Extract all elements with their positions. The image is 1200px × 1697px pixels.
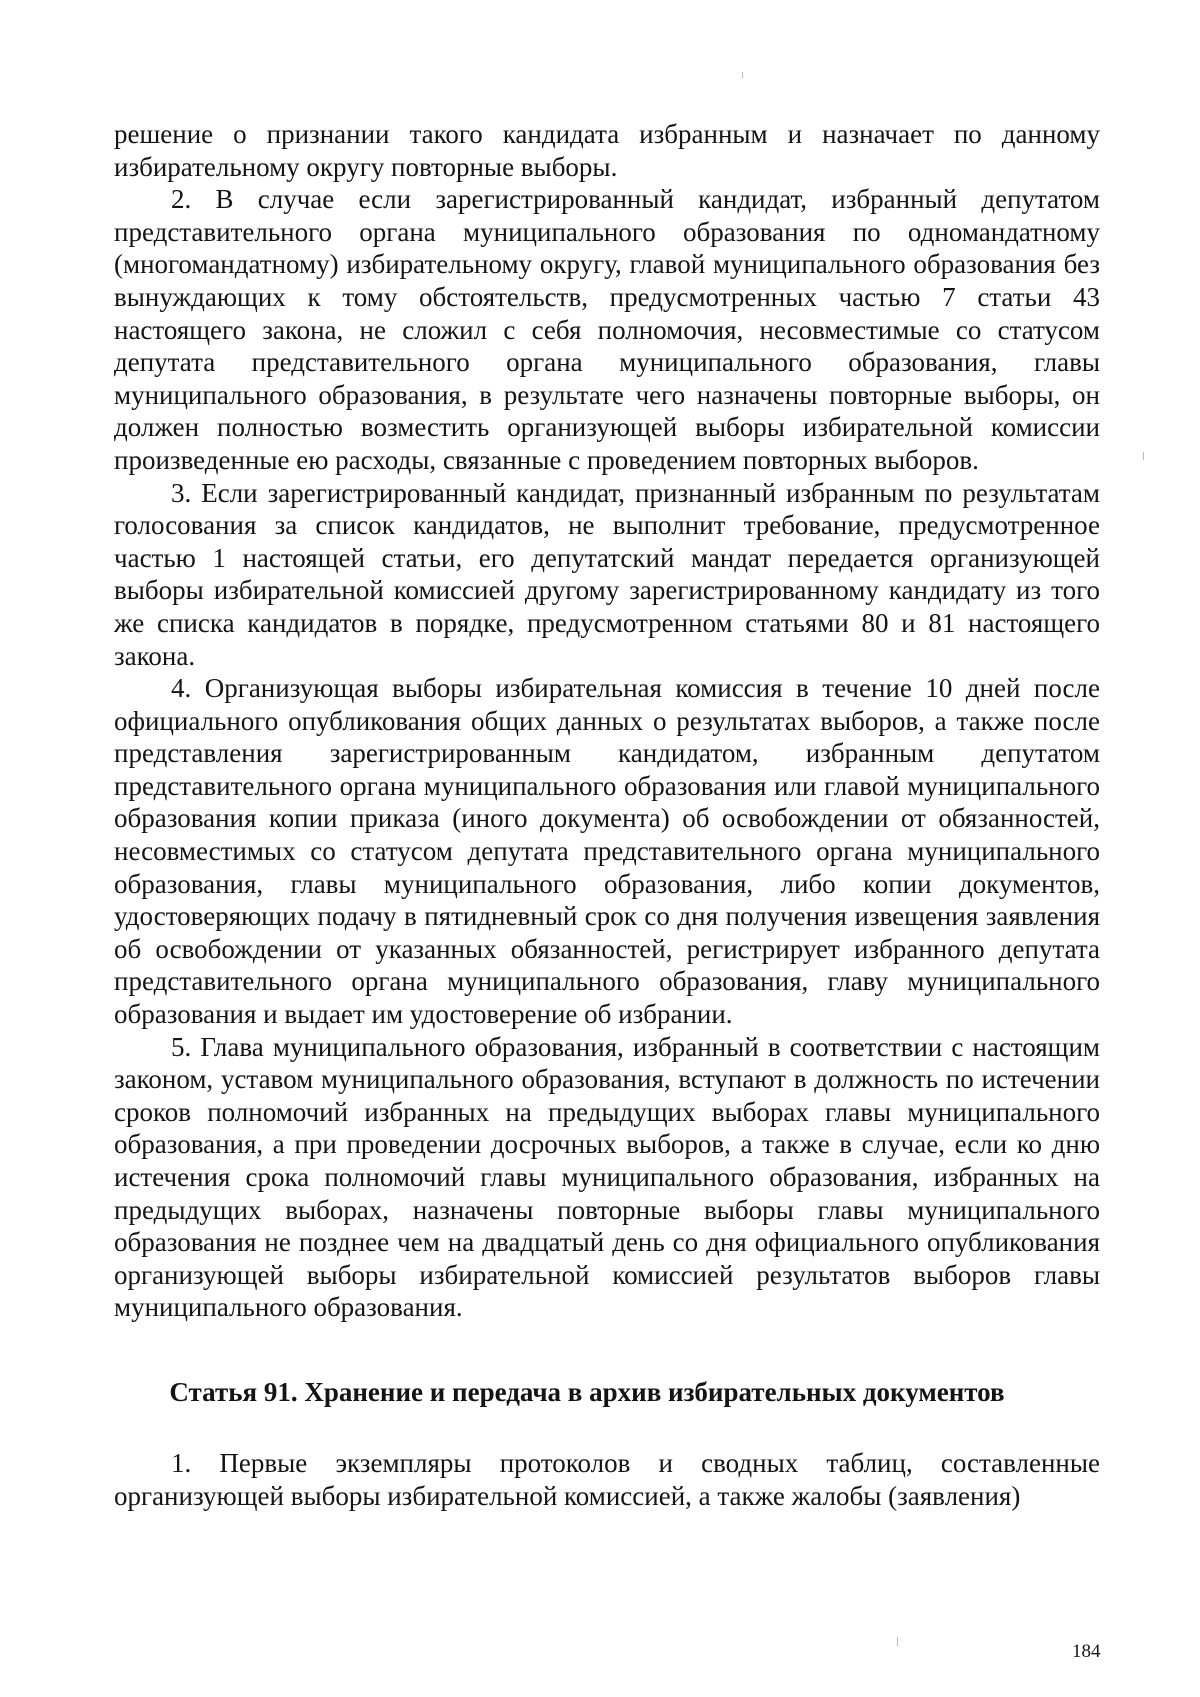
paragraph-item-5: 5. Глава муниципального образования, избранный в соответствии с настоящим законом, уставом муниципального образования, вступают в должность по истечении сроков полномочий избранных на предыдущих выборах главы муниципального образования, а при проведении досрочных выборов, а также в случае, если ко дню истечения срока полномочий главы муниципального образования, избранных на предыдущих выборах, назначены повторные выборы главы муниципального образования не позднее чем на двадцатый день со дня официального опубликования организующей выборы избирательной комиссией результатов выборов главы муниципального образования. — [114, 1031, 1100, 1323]
page-number: 184 — [1072, 1641, 1101, 1662]
article-title: Хранение и передача в архив избирательных документов — [304, 1376, 1005, 1407]
paragraph-continuation: решение о признании такого кандидата избранным и назначает по данному избирательному округу повторные выборы. — [114, 119, 1100, 182]
article-heading — [114, 1376, 1100, 1409]
document-page — [114, 118, 1100, 1512]
paragraph-item-2: 2. В случае если зарегистрированный кандидат, избранный депутатом представительного органа муниципального образования по одномандатному (многомандатному) избирательному округу, главой муниципального образования без вынуждающих к тому обстоятельств, предусмотренных частью 7 статьи 43 настоящего закона, не сложил с себя полномочия, несовместимые со статусом депутата представительного органа муниципального образования, главы муниципального образования, в результате чего назначены повторные выборы, он должен полностью возместить организующей выборы избирательной комиссии произведенные ею расходы, связанные с проведением повторных выборов. — [114, 184, 1100, 475]
scan-speck — [1143, 452, 1144, 460]
paragraph-article-91-item-1: 1. Первые экземпляры протоколов и сводных таблиц, составленные организующей выборы избирательной комиссией, а также жалобы (заявления) — [114, 1447, 1100, 1511]
paragraph-item-3: 3. Если зарегистрированный кандидат, признанный избранным по результатам голосования за список кандидатов, не выполнит требование, предусмотренное частью 1 настоящей статьи, его депутатский мандат передается организующей выборы избирательной комиссией другому зарегистрированному кандидату из того же списка кандидатов в порядке, предусмотренном статьями 80 и 81 настоящего закона. — [114, 477, 1100, 671]
paragraph-item-4: 4. Организующая выборы избирательная комиссия в течение 10 дней после официального опубликования общих данных о результатах выборов, а также после представления зарегистрированным кандидатом, избранным депутатом представительного органа муниципального образования или главой муниципального образования копии приказа (иного документа) об освобождении от обязанностей, несовместимых со статусом депутата представительного органа муниципального образования, главы муниципального образования, либо копии документов, удостоверяющих подачу в пятидневный срок со дня получения извещения заявления об освобождении от указанных обязанностей, регистрирует избранного депутата представительного органа муниципального образования, главу муниципального образования и выдает им удостоверение об избрании. — [114, 673, 1100, 1030]
scan-speck — [742, 72, 743, 78]
scan-speck — [897, 1637, 898, 1646]
article-number: Статья 91. — [169, 1376, 305, 1407]
